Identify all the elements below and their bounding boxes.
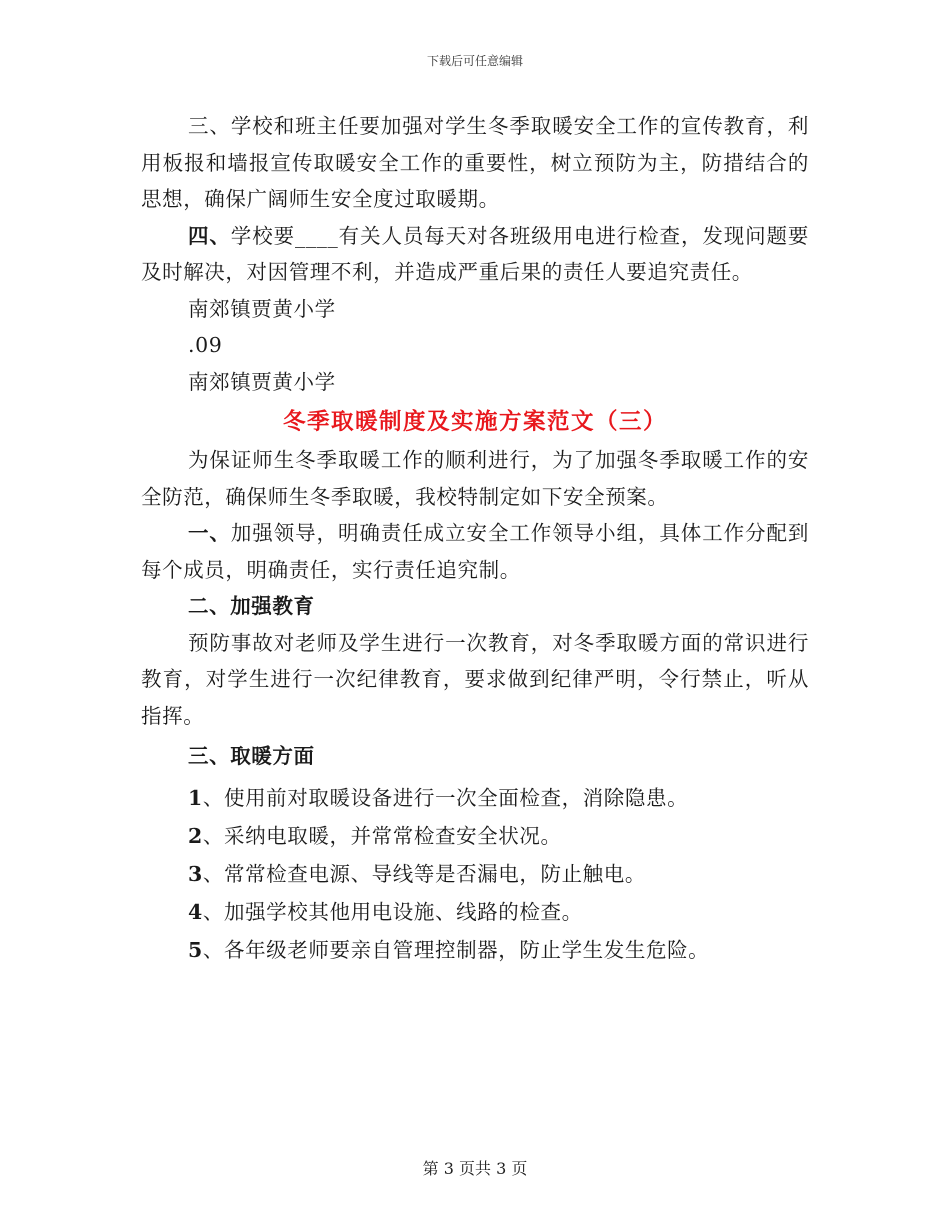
item-1-lead: 一、	[188, 521, 231, 545]
list-item	[141, 817, 809, 855]
section-title: 冬季取暖制度及实施方案范文（三）	[282, 409, 667, 435]
heading-education: 二、加强教育	[188, 594, 315, 618]
paragraph-4-part-a: 学校要	[230, 223, 295, 248]
education-paragraph: 预防事故对老师及学生进行一次教育，对冬季取暖方面的常识进行教育，对学生进行一次纪律教育，要求做到纪律严明，令行禁止，听从指挥。	[141, 630, 809, 728]
list-item-number: 2	[188, 823, 203, 848]
list-item-number: 5	[188, 937, 203, 962]
signature-date: .09	[188, 333, 223, 357]
paragraph-4-blank: ____	[294, 223, 339, 248]
list-item	[141, 893, 809, 931]
list-item-text: 、使用前对取暖设备进行一次全面检查，消除隐患。	[202, 785, 689, 810]
signature-school: 南郊镇贾黄小学	[188, 296, 336, 321]
item-1-paragraph	[141, 515, 809, 588]
paragraph-3: 三、学校和班主任要加强对学生冬季取暖安全工作的宣传教育，利用板报和墙报宣传取暖安全工作的重要性，树立预防为主，防措结合的思想，确保广阔师生安全度过取暖期。	[141, 114, 809, 211]
paragraph-4	[141, 218, 809, 291]
list-item	[141, 779, 809, 817]
list-item-number: 4	[188, 899, 203, 924]
page-footer: 第 3 页共 3 页	[422, 1159, 528, 1178]
list-item-text: 、加强学校其他用电设施、线路的检查。	[202, 899, 583, 924]
list-item-text: 、各年级老师要亲自管理控制器，防止学生发生危险。	[202, 937, 710, 962]
list-item	[141, 931, 809, 969]
intro-paragraph: 为保证师生冬季取暖工作的顺利进行，为了加强冬季取暖工作的安全防范，确保师生冬季取暖，我校特制定如下安全预案。	[141, 448, 809, 509]
signature-school-repeat: 南郊镇贾黄小学	[188, 369, 336, 394]
document-body	[141, 108, 809, 969]
item-1-text: 加强领导，明确责任成立安全工作领导小组，具体工作分配到每个成员，明确责任，实行责任追究制。	[141, 521, 810, 582]
heading-heating: 三、取暖方面	[188, 744, 315, 768]
list-item-text: 、采纳电取暖，并常常检查安全状况。	[202, 823, 562, 848]
paragraph-4-part-b: 有关人员每天对各班级用电进行检查，发现问题要及时解决，对因管理不利，并造成严重后果的责任人要追究责任。	[141, 223, 810, 284]
list-item-number: 1	[188, 785, 203, 810]
list-item-text: 、常常检查电源、导线等是否漏电，防止触电。	[202, 861, 646, 886]
page-header: 下载后可任意编辑	[426, 54, 523, 68]
list-item-number: 3	[188, 861, 203, 886]
heating-list	[141, 779, 809, 969]
paragraph-4-lead: 四、	[188, 223, 231, 248]
list-item	[141, 855, 809, 893]
